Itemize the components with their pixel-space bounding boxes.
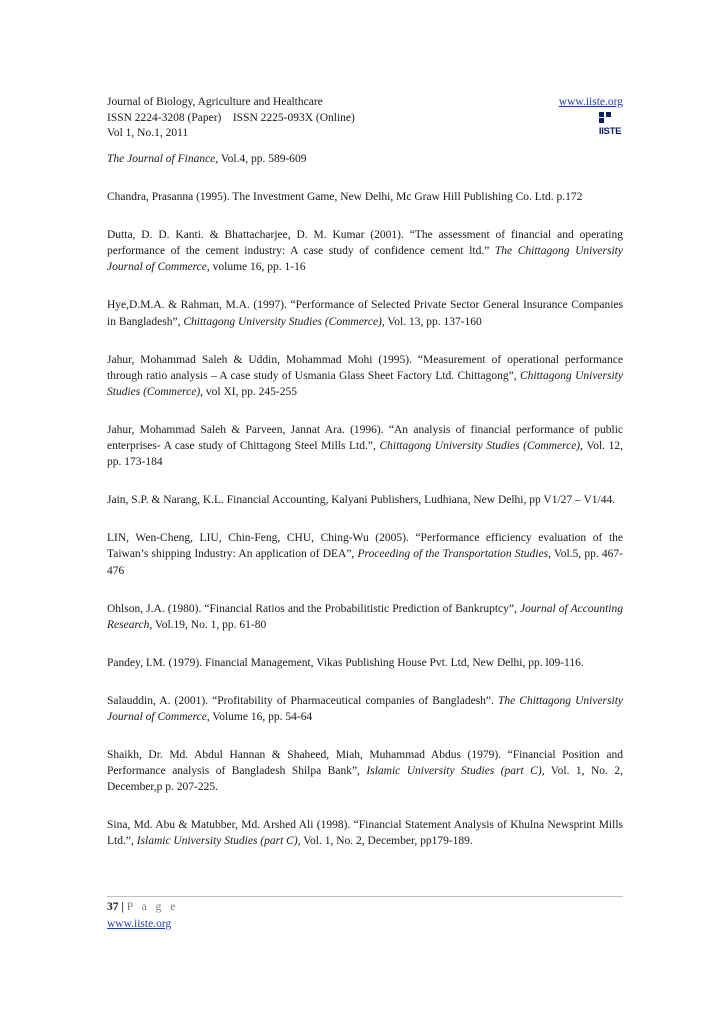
reference-text: , Vol. 13, pp. 137-160: [381, 315, 482, 328]
page-word: P a g e: [126, 901, 179, 913]
logo-wordmark: IISTE: [598, 126, 622, 137]
reference-text: , Vol. 1, No. 2, December,p p. 207-225.: [107, 765, 623, 794]
reference-text: Salauddin, A. (2001). “Profitability of Pharmaceutical companies of Bangladesh”.: [107, 694, 498, 707]
reference-text: Sina, Md. Abu & Matubber, Md. Arshed Ali (1998). “Financial Statement Analysis of Khulna Newsprint Mills Ltd.”,: [107, 819, 623, 848]
page-separator: |: [121, 901, 124, 913]
reference-source-title: The Chittagong University Journal of Commerce: [107, 245, 623, 274]
reference-entry: [107, 297, 623, 329]
reference-text: , volume 16, pp. 1-16: [206, 261, 306, 274]
iiste-logo: [597, 111, 623, 137]
reference-text: Ohlson, J.A. (1980). “Financial Ratios and the Probabilitistic Prediction of Bankruptcy”,: [107, 602, 520, 615]
page-number: 37: [107, 901, 119, 913]
reference-text: , Vol. 1, No. 2, December, pp179-189.: [297, 835, 473, 848]
volume-line: Vol 1, No.1, 2011: [107, 127, 189, 139]
reference-text: , vol XI, pp. 245-255: [200, 385, 297, 398]
reference-text: , Vol.19, No. 1, pp. 61-80: [149, 618, 267, 631]
reference-entry: [107, 655, 623, 671]
reference-source-title: Journal of Accounting Research: [107, 602, 623, 631]
reference-source-title: Chittagong University Studies (Commerce): [107, 369, 623, 398]
reference-entry: [107, 530, 623, 578]
reference-entry: [107, 492, 623, 508]
page-indicator: [107, 899, 178, 916]
reference-entry: [107, 693, 623, 725]
page-footer: [107, 899, 178, 933]
issn-line: ISSN 2224-3208 (Paper) ISSN 2225-093X (Online): [107, 111, 355, 124]
footer-website-link[interactable]: www.iiste.org: [107, 918, 172, 930]
reference-text: Jain, S.P. & Narang, K.L. Financial Accounting, Kalyani Publishers, Ludhiana, New Delhi, pp V1/27 – V1/44.: [107, 494, 616, 507]
reference-source-title: Islamic University Studies (part C): [366, 765, 542, 778]
reference-source-title: Proceeding of the Transportation Studies: [357, 548, 549, 561]
reference-text: , Volume 16, pp. 54-64: [206, 710, 313, 723]
reference-source-title: Chittagong University Studies (Commerce): [379, 440, 581, 453]
reference-entry: [107, 601, 623, 633]
reference-entry: [107, 747, 623, 795]
reference-text: Jahur, Mohammad Saleh & Parveen, Jannat Ara. (1996). “An analysis of financial performance of public enterprises- A case study of Chittagong Steel Mills Ltd.”,: [107, 423, 623, 453]
reference-entry: [107, 817, 623, 849]
journal-title: Journal of Biology, Agriculture and Healthcare: [107, 96, 323, 108]
reference-entry: [107, 151, 623, 167]
reference-list: [107, 151, 623, 850]
header-website-link[interactable]: www.iiste.org: [558, 96, 623, 108]
reference-source-title: Islamic University Studies (part C): [136, 835, 298, 848]
reference-entry: [107, 422, 623, 470]
footer-divider: [107, 896, 623, 897]
reference-source-title: The Chittagong University Journal of Commerce: [107, 694, 624, 723]
reference-text: Hye,D.M.A. & Rahman, M.A. (1997). “Performance of Selected Private Sector General Insurance Companies in Bangladesh”,: [107, 299, 623, 328]
reference-text: Pandey, I.M. (1979). Financial Management, Vikas Publishing House Pvt. Ltd, New Delhi, pp. l09-116.: [107, 656, 584, 669]
reference-text: Dutta, D. D. Kanti. & Bhattacharjee, D. M. Kumar (2001). “The assessment of financial and operating performance of the cement industry: A case study of confidence cement ltd.”: [107, 229, 623, 258]
page-header: [107, 95, 623, 142]
reference-text: , Vol. 12, pp. 173-184: [107, 440, 623, 469]
reference-entry: [107, 352, 623, 400]
reference-entry: [107, 189, 623, 205]
reference-source-title: Chittagong University Studies (Commerce): [183, 315, 382, 328]
reference-text: Chandra, Prasanna (1995). The Investment Game, New Delhi, Mc Graw Hill Publishing Co. Ltd. p.172: [107, 191, 583, 204]
reference-text: , Vol.4, pp. 589-609: [215, 153, 307, 165]
reference-text: LIN, Wen-Cheng, LIU, Chin-Feng, CHU, Ching-Wu (2005). “Performance efficiency evaluation of the Taiwan’s shipping Industry: An application of DEA”,: [107, 532, 623, 561]
reference-text: Jahur, Mohammad Saleh & Uddin, Mohammad Mohi (1995). “Measurement of operational performance through ratio analysis – A case study of Usmania Glass Sheet Factory Ltd. Chittagong”,: [107, 353, 623, 382]
reference-text: , Vol.5, pp. 467-476: [107, 548, 624, 577]
reference-text: Shaikh, Dr. Md. Abdul Hannan & Shaheed, Miah, Muhammad Abdus (1979). “Financial Position and Performance analysis of Bangladesh Shilpa Bank”,: [107, 749, 623, 778]
reference-source-title: The Journal of Finance: [107, 153, 216, 165]
reference-entry: [107, 227, 623, 275]
